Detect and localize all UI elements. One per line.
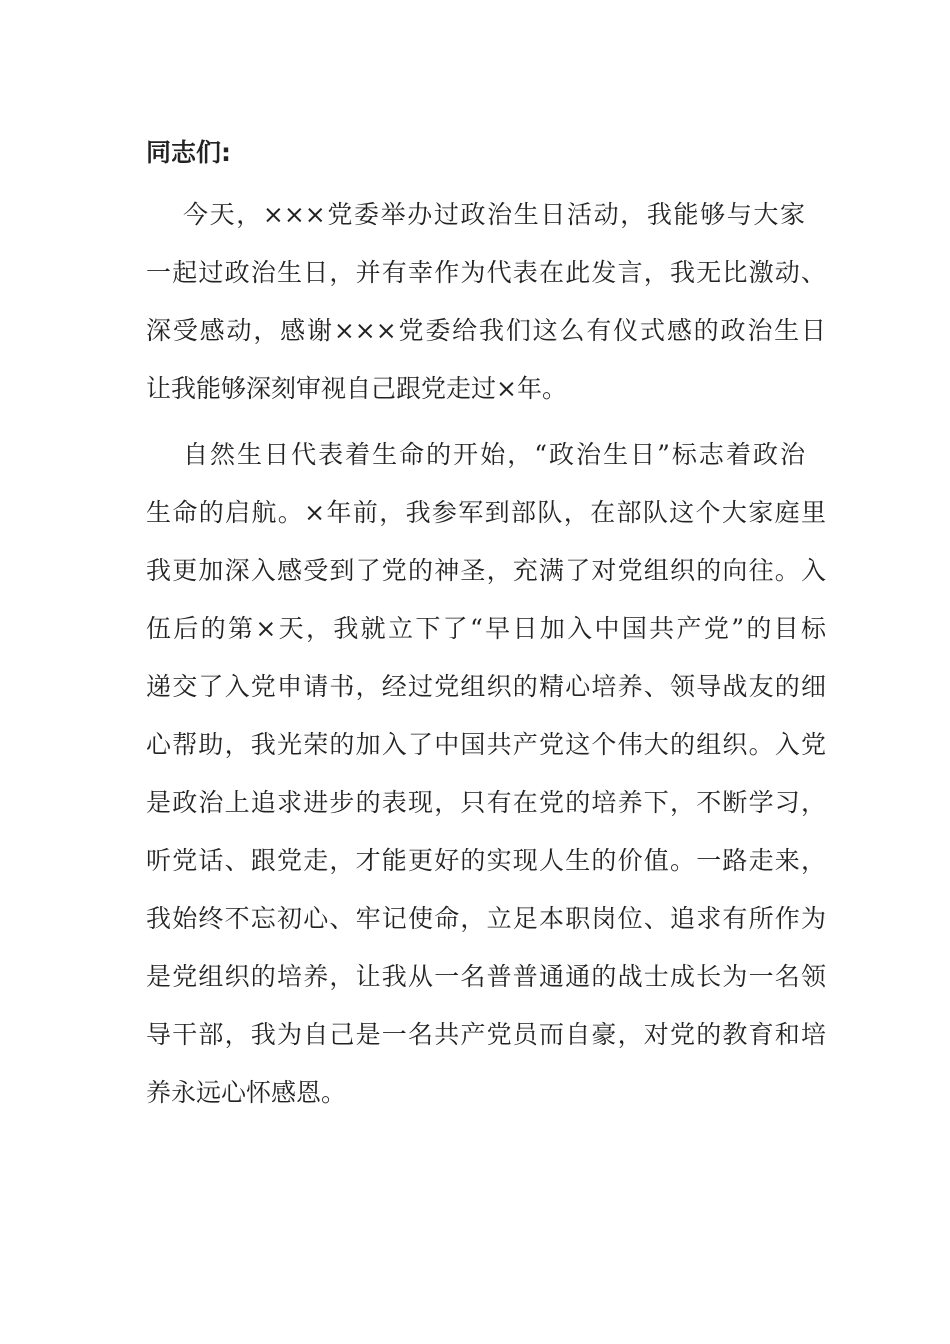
paragraph-2-line-1: 自然生日代表着生命的开始，“政治生日”标志着政治 xyxy=(183,440,805,469)
paragraph-1-line-1: 今天，×××党委举办过政治生日活动，我能够与大家 xyxy=(183,200,805,229)
paragraph-2-line-6: 心帮助，我光荣的加入了中国共产党这个伟大的组织。入党 xyxy=(146,730,826,759)
paragraph-2-line-2: 生命的启航。×年前，我参军到部队，在部队这个大家庭里 xyxy=(146,498,826,527)
paragraph-2-line-4: 伍后的第×天，我就立下了“早日加入中国共产党”的目标 xyxy=(146,614,826,643)
salutation: 同志们: xyxy=(146,138,231,167)
paragraph-2-line-9: 我始终不忘初心、牢记使命，立足本职岗位、追求有所作为 xyxy=(146,904,826,933)
paragraph-2-line-8: 听党话、跟党走，才能更好的实现人生的价值。一路走来， xyxy=(146,846,826,875)
paragraph-1-line-4: 让我能够深刻审视自己跟党走过×年。 xyxy=(146,374,567,403)
paragraph-1-line-3: 深受感动，感谢×××党委给我们这么有仪式感的政治生日 xyxy=(146,316,826,345)
paragraph-2-line-7: 是政治上追求进步的表现，只有在党的培养下，不断学习， xyxy=(146,788,826,817)
paragraph-2-line-12: 养永远心怀感恩。 xyxy=(146,1078,347,1107)
paragraph-2-line-10: 是党组织的培养，让我从一名普普通通的战士成长为一名领 xyxy=(146,962,826,991)
paragraph-2-line-3: 我更加深入感受到了党的神圣，充满了对党组织的向往。入 xyxy=(146,556,826,585)
paragraph-2-line-11: 导干部，我为自己是一名共产党员而自豪，对党的教育和培 xyxy=(146,1020,826,1049)
paragraph-1-line-2: 一起过政治生日，并有幸作为代表在此发言，我无比激动、 xyxy=(146,258,826,287)
paragraph-2-line-5: 递交了入党申请书，经过党组织的精心培养、领导战友的细 xyxy=(146,672,826,701)
